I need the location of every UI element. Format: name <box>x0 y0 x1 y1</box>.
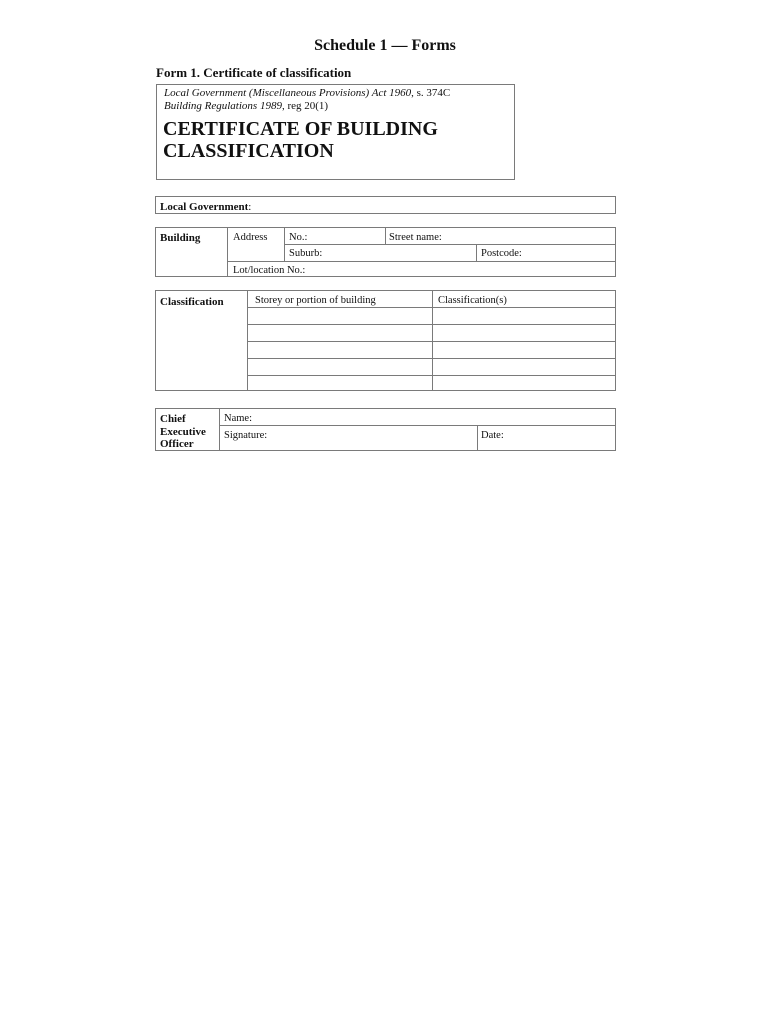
suburb-divider <box>476 244 477 261</box>
street-name-field[interactable]: Street name: <box>389 232 442 243</box>
classification-row-line-3 <box>247 341 615 342</box>
local-government-box <box>155 196 616 214</box>
classification-row-line-2 <box>247 324 615 325</box>
postcode-field[interactable]: Postcode: <box>481 248 522 259</box>
lot-location-field[interactable]: Lot/location No.: <box>233 265 306 276</box>
ceo-label-line1: Chief <box>160 413 186 425</box>
suburb-field[interactable]: Suburb: <box>289 248 323 259</box>
ceo-label-line2: Executive <box>160 425 206 438</box>
local-government-label: Local Government <box>160 201 249 213</box>
classification-row-line-1 <box>247 307 615 308</box>
act-name: Local Government (Miscellaneous Provisions) Act 1960 <box>164 87 412 99</box>
certificate-header-box <box>156 84 515 180</box>
building-label: Building <box>160 232 201 244</box>
ceo-section <box>155 408 616 451</box>
ceo-divider <box>219 409 220 450</box>
signature-divider <box>477 425 478 450</box>
certificate-title-line1: CERTIFICATE OF BUILDING <box>163 118 438 140</box>
number-field[interactable]: No.: <box>289 232 308 243</box>
certificate-title <box>163 118 438 162</box>
act-reference <box>164 87 450 99</box>
ceo-label <box>160 413 206 451</box>
local-government-label-wrap <box>160 201 251 213</box>
classification-row-line-4 <box>247 358 615 359</box>
ceo-name-field[interactable]: Name: <box>224 413 252 424</box>
act-section: , s. 374C <box>411 87 451 99</box>
address-label: Address <box>233 232 268 243</box>
classification-section <box>155 290 616 391</box>
ceo-signature-field[interactable]: Signature: <box>224 430 268 441</box>
regulations-reg: , reg 20(1) <box>281 100 329 112</box>
ceo-row-line <box>219 425 615 426</box>
classifications-column-header: Classification(s) <box>438 295 507 306</box>
form-title: Form 1. Certificate of classification <box>156 65 352 80</box>
classification-row-line-5 <box>247 375 615 376</box>
certificate-title-line2: CLASSIFICATION <box>163 140 334 162</box>
address-row-line-2 <box>227 261 615 262</box>
local-government-colon: : <box>248 201 252 213</box>
address-row-line-1 <box>284 244 615 245</box>
ceo-date-field[interactable]: Date: <box>481 430 504 441</box>
regulations-reference <box>164 100 328 112</box>
regulations-name: Building Regulations 1989 <box>164 100 282 112</box>
building-divider <box>227 228 228 276</box>
schedule-title: Schedule 1 — Forms <box>314 37 456 54</box>
storey-column-header: Storey or portion of building <box>255 295 376 306</box>
classification-label: Classification <box>160 296 224 308</box>
number-divider <box>385 228 386 244</box>
ceo-label-line3: Officer <box>160 438 194 450</box>
building-section <box>155 227 616 277</box>
